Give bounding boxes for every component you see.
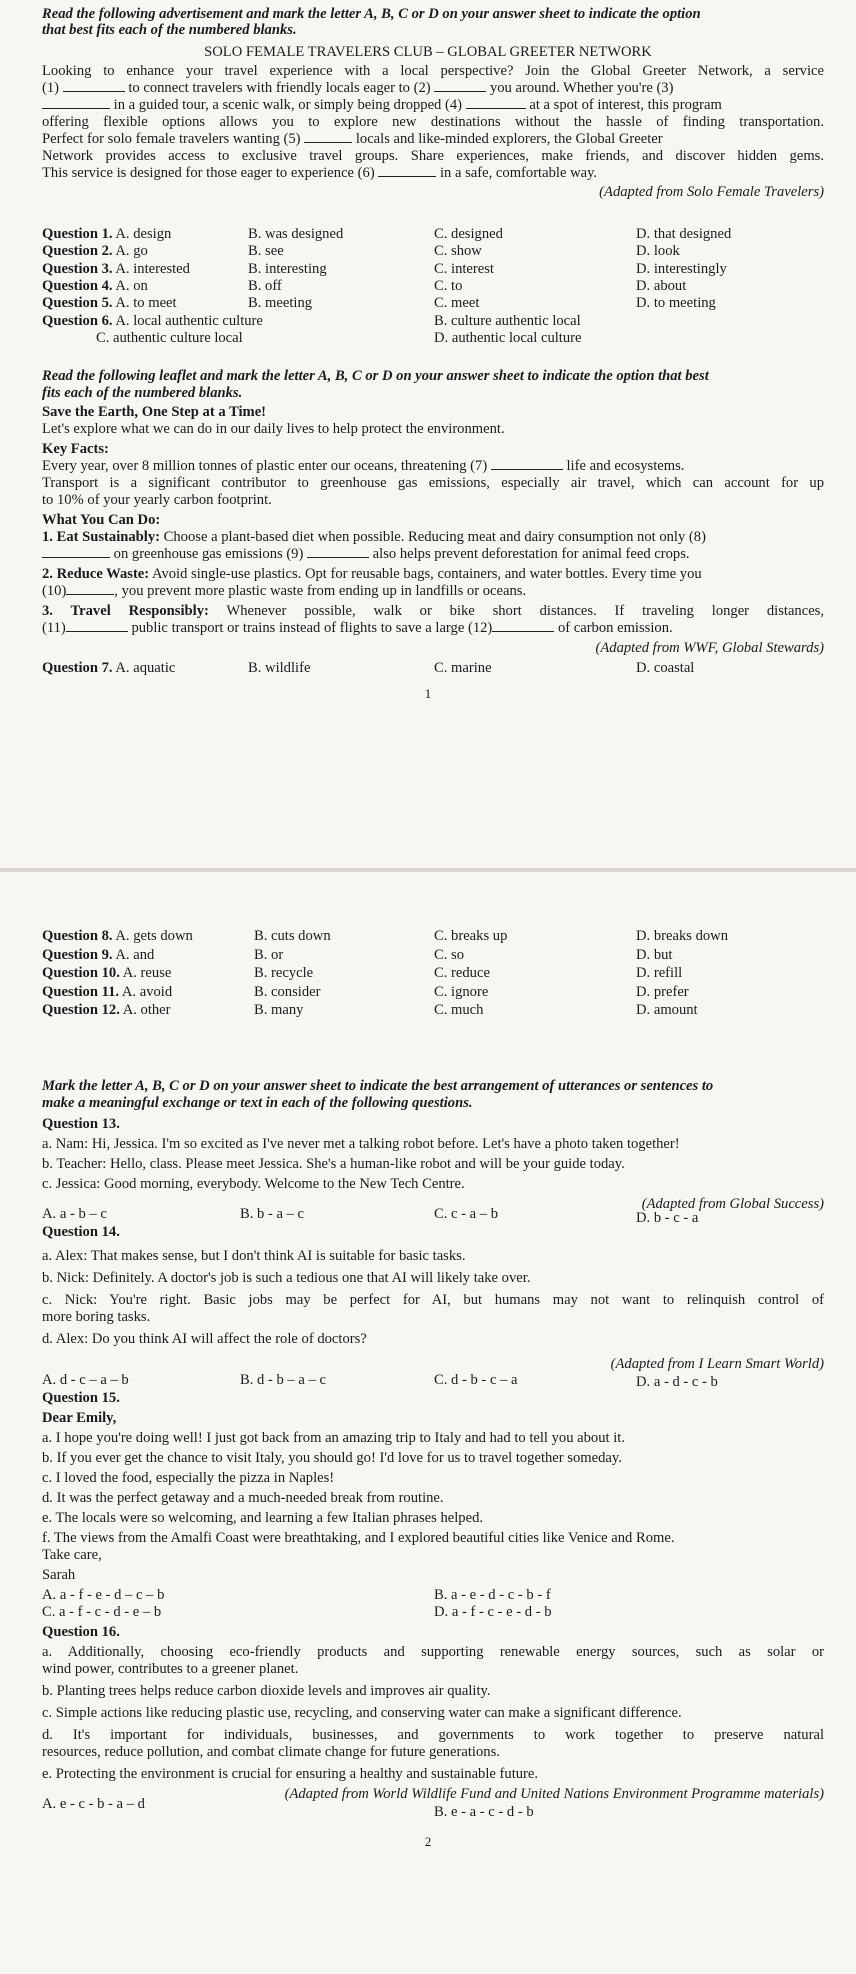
sentence: d. It was the perfect getaway and a much-needed break from routine. [42, 1490, 444, 1506]
option-b: B. wildlife [248, 660, 311, 676]
source: (Adapted from WWF, Global Stewards) [595, 640, 824, 656]
option-c: C. reduce [434, 965, 490, 981]
option-d: D. a - f - c - e - d - b [434, 1604, 552, 1620]
tip-line: (11) public transport or trains instead of flights to save a large (12) of carbon emission. [42, 620, 673, 636]
question-label: Question 5. A. to meet [42, 295, 177, 312]
option-c: C. marine [434, 660, 492, 676]
what-heading: What You Can Do: [42, 512, 161, 528]
utterance: d. Alex: Do you think AI will affect the role of doctors? [42, 1331, 367, 1347]
tip-line: 1. Eat Sustainably: Choose a plant-based diet when possible. Reducing meat and dairy consumption not only (8) [42, 529, 706, 545]
instruction-cont: make a meaningful exchange or text in each of the following questions. [42, 1095, 473, 1111]
sentence: wind power, contributes to a greener planet. [42, 1661, 299, 1677]
option-a: A. a - b – c [42, 1206, 107, 1222]
question-label: Question 12. A. other [42, 1002, 171, 1018]
question-label: Question 15. [42, 1390, 120, 1406]
option-d: D. but [636, 946, 673, 963]
instruction: Read the following advertisement and mark the letter A, B, C or D on your answer sheet to indicate the option [42, 6, 701, 22]
option-d: D. that designed [636, 226, 732, 242]
option-d: D. refill [636, 965, 683, 981]
question-label: Question 11. A. avoid [42, 983, 173, 1000]
option-b: B. was designed [248, 226, 344, 242]
option-d: D. about [636, 277, 687, 294]
ad-line: Network provides access to exclusive travel groups. Share experiences, make friends, and discover hidden gems. [42, 148, 824, 164]
option-b: B. or [254, 946, 284, 963]
option-d: D. look [636, 243, 680, 260]
option-c: C. ignore [434, 983, 489, 1000]
option-b: B. see [248, 243, 284, 260]
question-label: Question 7. A. aquatic [42, 660, 176, 676]
utterance: a. Alex: That makes sense, but I don't think AI is suitable for basic tasks. [42, 1248, 466, 1264]
question-label: Question 13. [42, 1116, 120, 1132]
option-c: C. authentic culture local [96, 330, 243, 346]
option-b: B. many [254, 1002, 304, 1018]
key-facts-heading: Key Facts: [42, 441, 109, 457]
option-b: B. e - a - c - d - b [434, 1804, 534, 1820]
source: (Adapted from World Wildlife Fund and United Nations Environment Programme materials) [284, 1786, 824, 1802]
option-c: C. show [434, 243, 482, 260]
instruction-cont: fits each of the numbered blanks. [42, 385, 243, 401]
option-c: C. designed [434, 226, 503, 242]
option-d: D. to meeting [636, 295, 716, 312]
option-c: C. interest [434, 260, 494, 277]
signature: Sarah [42, 1567, 76, 1583]
option-d: D. breaks down [636, 928, 729, 944]
sentence: e. The locals were so welcoming, and learning a few Italian phrases helped. [42, 1510, 484, 1526]
ad-title: SOLO FEMALE TRAVELERS CLUB – GLOBAL GREETER NETWORK [204, 44, 652, 60]
ad-line: in a guided tour, a scenic walk, or simply being dropped (4) at a spot of interest, this program [42, 97, 722, 114]
utterance: b. Teacher: Hello, class. Please meet Jessica. She's a human-like robot and will be your guide today. [42, 1156, 625, 1172]
sentence: e. Protecting the environment is crucial for ensuring a healthy and sustainable future. [42, 1766, 539, 1782]
instruction: Read the following leaflet and mark the letter A, B, C or D on your answer sheet to indicate the option that best [42, 368, 709, 384]
option-d: D. amount [636, 1002, 698, 1018]
sentence: a. I hope you're doing well! I just got back from an amazing trip to Italy and had to tell you about it. [42, 1430, 625, 1446]
source: (Adapted from I Learn Smart World) [610, 1356, 824, 1372]
question-label: Question 16. [42, 1624, 120, 1640]
question-label: Question 6. A. local authentic culture [42, 313, 263, 329]
option-b: B. a - e - d - c - b - f [434, 1587, 551, 1603]
utterance: c. Jessica: Good morning, everybody. Welcome to the New Tech Centre. [42, 1176, 465, 1192]
instruction-cont: that best fits each of the numbered blanks. [42, 22, 297, 38]
leaflet-title: Save the Earth, One Step at a Time! [42, 404, 267, 420]
option-b: B. cuts down [254, 928, 331, 944]
option-b: B. culture authentic local [434, 313, 581, 329]
question-label: Question 4. A. on [42, 277, 148, 294]
question-label: Question 3. A. interested [42, 260, 190, 277]
sentence: d. It's important for individuals, businesses, and governments to work together to preserve natural [42, 1727, 824, 1743]
utterance: more boring tasks. [42, 1309, 151, 1325]
fact-line: to 10% of your yearly carbon footprint. [42, 492, 272, 508]
question-label: Question 14. [42, 1224, 120, 1240]
option-d: D. a - d - c - b [636, 1374, 718, 1390]
ad-line: This service is designed for those eager to experience (6) in a safe, comfortable way. [42, 165, 598, 181]
option-d: D. prefer [636, 983, 689, 1000]
option-c: C. meet [434, 295, 480, 312]
page-number: 1 [424, 686, 432, 701]
sentence: c. Simple actions like reducing plastic use, recycling, and conserving water can make a significant difference. [42, 1705, 682, 1721]
sentence: c. I loved the food, especially the pizza in Naples! [42, 1470, 335, 1486]
tip-line: (10) , you prevent more plastic waste from ending up in landfills or oceans. [42, 583, 527, 599]
question-label: Question 1. A. design [42, 226, 172, 242]
page-1 [0, 0, 856, 868]
greeting: Dear Emily, [42, 1410, 117, 1426]
tip-line: on greenhouse gas emissions (9) also helps prevent deforestation for animal feed crops. [42, 546, 690, 563]
option-c: C. much [434, 1002, 484, 1018]
ad-line: Looking to enhance your travel experience with a local perspective? Join the Global Greeter Network, a service [42, 63, 824, 79]
closing: Take care, [42, 1547, 102, 1563]
sentence: b. Planting trees helps reduce carbon dioxide levels and improves air quality. [42, 1683, 491, 1699]
source: (Adapted from Global Success) [641, 1196, 824, 1212]
sentence: a. Additionally, choosing eco-friendly products and supporting renewable energy sources, such as solar or [42, 1644, 824, 1660]
option-b: B. interesting [248, 260, 327, 277]
fact-line: Every year, over 8 million tonnes of plastic enter our oceans, threatening (7) life and ecosystems. [42, 458, 685, 474]
option-b: B. b - a – c [240, 1206, 305, 1222]
utterance: b. Nick: Definitely. A doctor's job is such a tedious one that AI will likely take over. [42, 1270, 531, 1286]
sentence: resources, reduce pollution, and combat climate change for future generations. [42, 1744, 500, 1760]
option-d: D. b - c - a [636, 1210, 699, 1226]
question-label: Question 8. A. gets down [42, 928, 193, 944]
utterance: a. Nam: Hi, Jessica. I'm so excited as I've never met a talking robot before. Let's have a photo taken together! [42, 1136, 680, 1152]
option-d: D. coastal [636, 660, 695, 676]
option-a: A. e - c - b - a – d [42, 1796, 145, 1812]
sentence: f. The views from the Amalfi Coast were breathtaking, and I explored beautiful cities like Venice and Rome. [42, 1530, 675, 1546]
option-b: B. off [248, 277, 282, 294]
ad-line: (1) to connect travelers with friendly locals eager to (2) you around. Whether you're (3) [42, 80, 674, 96]
fact-line: Transport is a significant contributor to greenhouse gas emissions, especially air travel, which can account for up [42, 475, 824, 491]
utterance: c. Nick: You're right. Basic jobs may be perfect for AI, but humans may not want to relinquish control of [42, 1292, 824, 1308]
page-number: 2 [424, 1834, 432, 1849]
instruction: Mark the letter A, B, C or D on your answer sheet to indicate the best arrangement of utterances or sentences to [42, 1078, 714, 1094]
page-2 [0, 872, 856, 1974]
option-c: C. breaks up [434, 928, 508, 944]
tip-line: 2. Reduce Waste: Avoid single-use plastics. Opt for reusable bags, containers, and water bottles. Every time you [42, 566, 702, 582]
option-b: B. meeting [248, 295, 313, 312]
option-a: A. d - c – a – b [42, 1372, 129, 1388]
sentence: b. If you ever get the chance to visit Italy, you should go! I'd love for us to travel together someday. [42, 1450, 622, 1466]
option-b: B. consider [254, 983, 321, 1000]
question-label: Question 9. A. and [42, 946, 155, 963]
ad-line: offering flexible options allows you to explore new destinations without the hassle of finding transportation. [42, 114, 824, 130]
option-c: C. c - a – b [434, 1206, 499, 1222]
option-c: C. d - b - c – a [434, 1372, 518, 1388]
question-label: Question 10. A. reuse [42, 965, 172, 981]
option-b: B. recycle [254, 965, 314, 981]
option-b: B. d - b – a – c [240, 1372, 326, 1388]
option-a: A. a - f - e - d – c – b [42, 1587, 165, 1603]
ad-line: Perfect for solo female travelers wanting (5) locals and like-minded explorers, the Global Greeter [42, 131, 663, 147]
option-c: C. to [434, 277, 463, 294]
leaflet-intro: Let's explore what we can do in our daily lives to help protect the environment. [42, 421, 505, 437]
tip-line: 3. Travel Responsibly: Whenever possible, walk or bike short distances. If traveling longer distances, [42, 603, 824, 619]
option-d: D. interestingly [636, 260, 727, 277]
question-label: Question 2. A. go [42, 243, 148, 260]
source: (Adapted from Solo Female Travelers) [599, 184, 824, 200]
option-c: C. a - f - c - d - e – b [42, 1604, 162, 1620]
option-c: C. so [434, 946, 465, 963]
option-d: D. authentic local culture [434, 330, 582, 346]
